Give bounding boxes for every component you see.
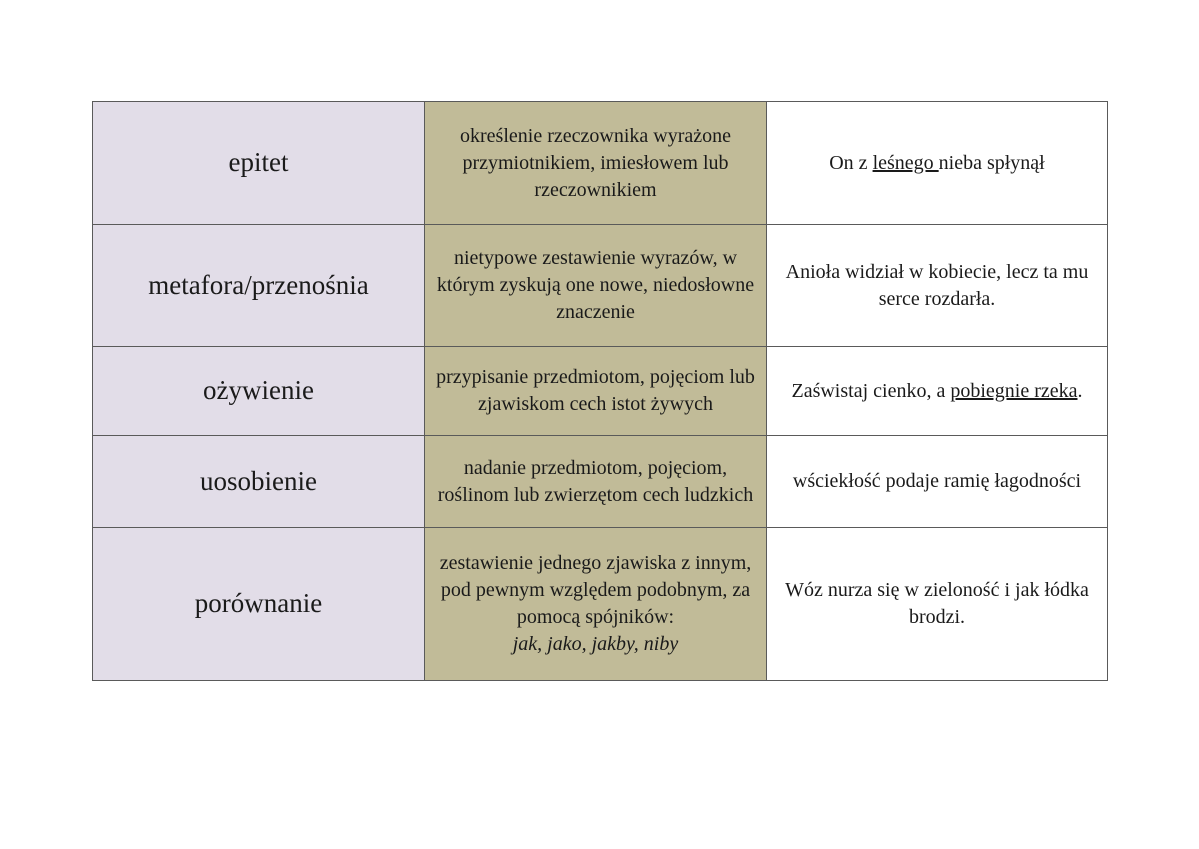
- example-cell: Anioła widział w kobiecie, lecz ta mu serce rozdarła.: [767, 225, 1108, 347]
- example-text: Zaświstaj cienko, a: [791, 379, 951, 402]
- example-highlight: leśnego: [872, 151, 939, 174]
- example-text: .: [1077, 379, 1083, 402]
- definition-cell: nietypowe zestawienie wyrazów, w którym zyskują one nowe, niedosłowne znaczenie: [425, 225, 767, 347]
- table-row: [93, 347, 1108, 436]
- definition-text: zestawienie jednego zjawiska z innym, pod pewnym względem podobnym, za pomocą spójników:: [439, 552, 752, 628]
- table-row: [93, 102, 1108, 225]
- literary-devices-table: [92, 101, 1108, 681]
- example-cell: Wóz nurza się w zieloność i jak łódka brodzi.: [767, 528, 1108, 681]
- term-cell: metafora/przenośnia: [93, 225, 425, 347]
- example-text: nieba spłynął: [938, 151, 1045, 174]
- example-cell: [767, 102, 1108, 225]
- example-cell: wściekłość podaje ramię łagodności: [767, 436, 1108, 528]
- example-text: On z: [829, 151, 873, 174]
- table-row: [93, 528, 1108, 681]
- definition-cell: przypisanie przedmiotom, pojęciom lub zjawiskom cech istot żywych: [425, 347, 767, 436]
- conjunction-list: jak, jako, jakby, niby: [512, 633, 679, 655]
- table-row: [93, 436, 1108, 528]
- table-row: [93, 225, 1108, 347]
- term-cell: ożywienie: [93, 347, 425, 436]
- term-cell: uosobienie: [93, 436, 425, 528]
- term-cell: epitet: [93, 102, 425, 225]
- definition-cell: nadanie przedmiotom, pojęciom, roślinom lub zwierzętom cech ludzkich: [425, 436, 767, 528]
- definition-cell: [425, 528, 767, 681]
- term-cell: porównanie: [93, 528, 425, 681]
- definition-cell: określenie rzeczownika wyrażone przymiotnikiem, imiesłowem lub rzeczownikiem: [425, 102, 767, 225]
- example-cell: [767, 347, 1108, 436]
- example-highlight: pobiegnie rzeka: [950, 379, 1078, 402]
